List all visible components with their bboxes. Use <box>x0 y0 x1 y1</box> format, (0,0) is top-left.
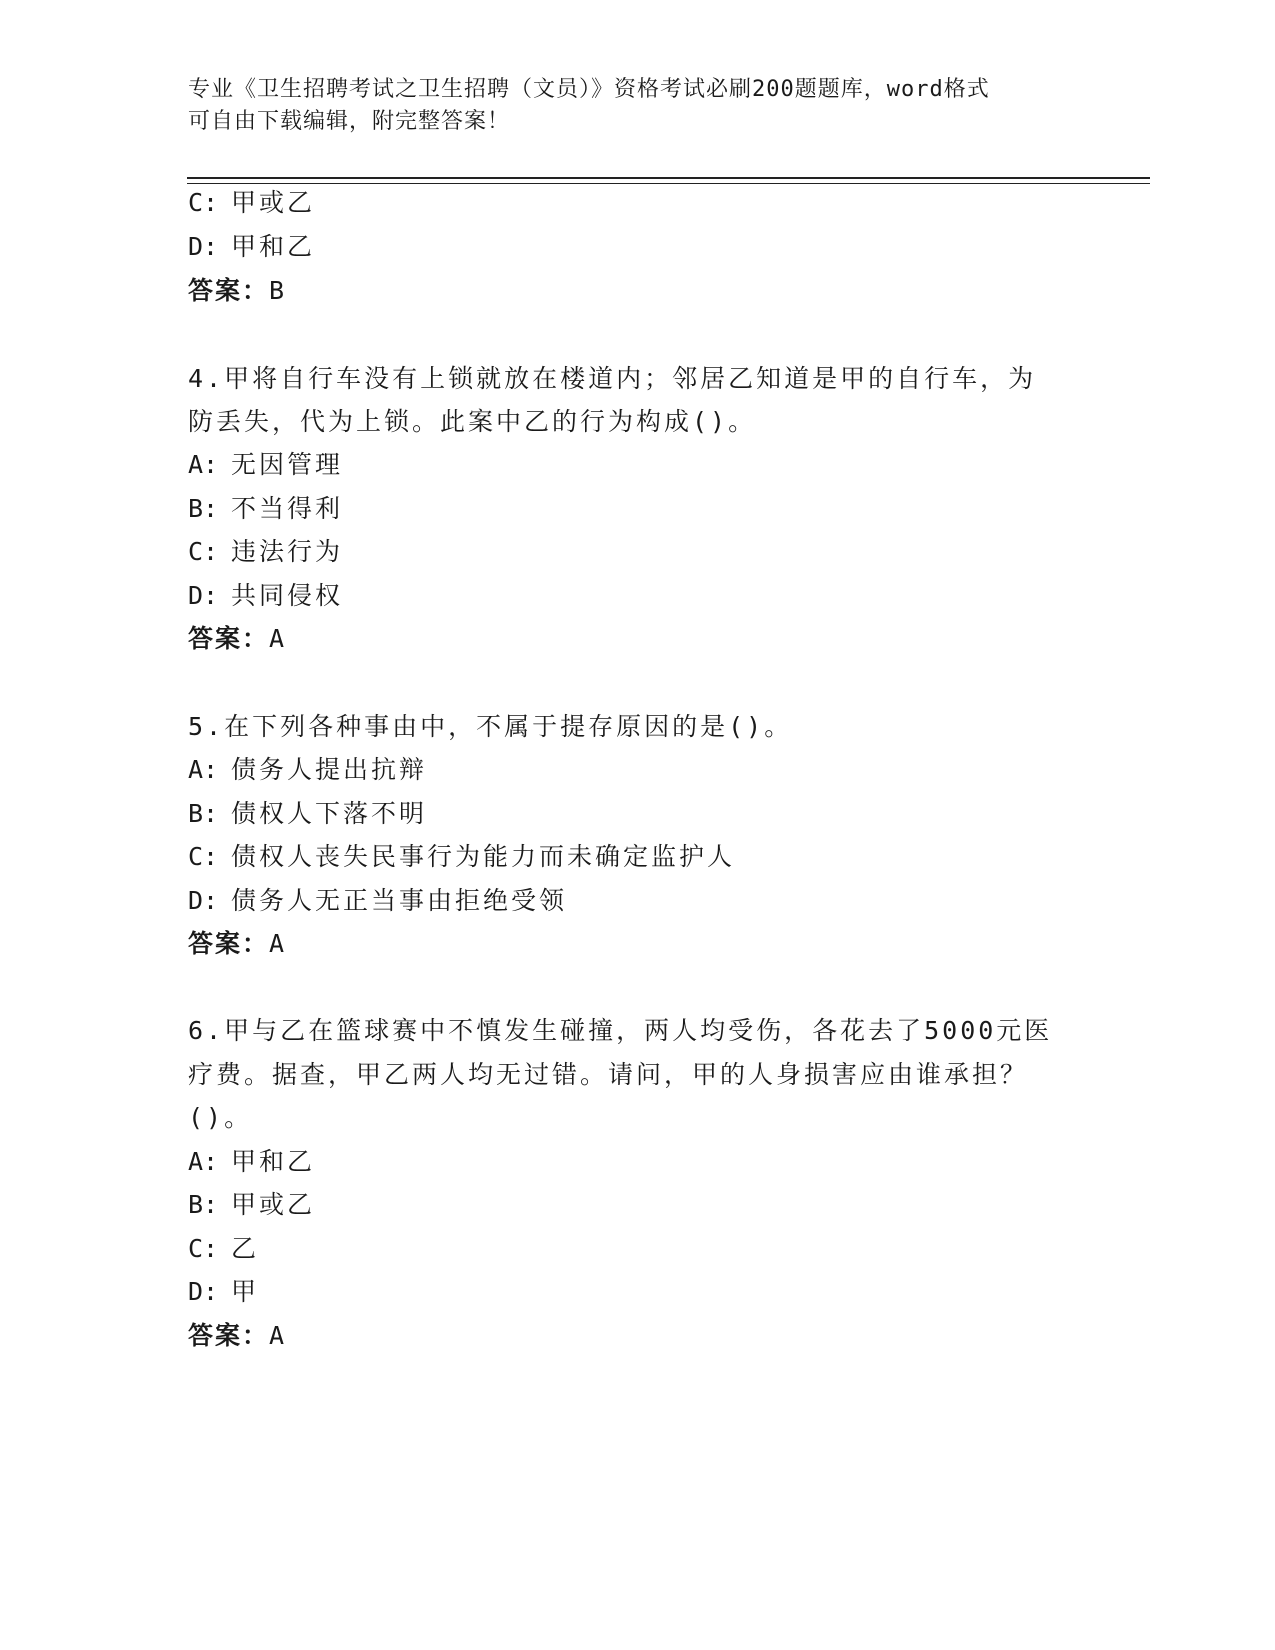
q5-option-d <box>188 884 567 918</box>
answer-value: A <box>269 624 287 653</box>
q6-stem-line-1: 6.甲与乙在篮球赛中不慎发生碰撞，两人均受伤，各花去了5000元医 <box>188 1016 1053 1045</box>
option-text: 甲和乙 <box>231 232 316 261</box>
option-text: 违法行为 <box>231 537 344 566</box>
q4-stem-line-2: 防丢失，代为上锁。此案中乙的行为构成()。 <box>188 407 757 436</box>
q4-option-d <box>188 579 343 613</box>
option-label: C: <box>188 842 219 871</box>
q6-answer <box>188 1319 286 1353</box>
option-text: 无因管理 <box>231 450 344 479</box>
q6-option-b <box>188 1188 315 1222</box>
q4-option-b <box>188 492 343 526</box>
q4-option-a <box>188 448 343 482</box>
q5-option-a <box>188 753 427 787</box>
option-text: 共同侵权 <box>231 581 344 610</box>
q4-answer <box>188 622 286 656</box>
header-divider-thin <box>187 183 1150 184</box>
q6-stem-line-3: ()。 <box>188 1103 253 1132</box>
q6-option-d <box>188 1275 259 1309</box>
option-text: 甲和乙 <box>231 1147 316 1176</box>
option-text: 甲 <box>231 1277 260 1306</box>
option-label: A: <box>188 1147 219 1176</box>
option-label: C: <box>188 188 219 217</box>
answer-label: 答案： <box>188 1321 270 1350</box>
q6-option-a <box>188 1145 315 1179</box>
option-label: A: <box>188 755 219 784</box>
option-text: 债务人提出抗辩 <box>231 755 428 784</box>
q4-stem-line-1: 4.甲将自行车没有上锁就放在楼道内；邻居乙知道是甲的自行车，为 <box>188 364 1037 393</box>
q3-option-c <box>188 186 315 220</box>
answer-label: 答案： <box>188 624 270 653</box>
header-line-1: 专业《卫生招聘考试之卫生招聘（文员）》资格考试必刷200题题库，word格式 <box>188 77 990 102</box>
q5-option-b <box>188 797 427 831</box>
option-text: 不当得利 <box>231 494 344 523</box>
option-label: C: <box>188 537 219 566</box>
answer-value: A <box>269 929 287 958</box>
option-label: D: <box>188 1277 219 1306</box>
option-label: D: <box>188 581 219 610</box>
option-text: 债务人无正当事由拒绝受领 <box>231 886 568 915</box>
option-label: B: <box>188 1190 219 1219</box>
q3-answer <box>188 274 286 308</box>
q4-option-c <box>188 535 343 569</box>
header-line-2: 可自由下载编辑，附完整答案！ <box>188 109 511 134</box>
answer-value: A <box>269 1321 287 1350</box>
header-divider <box>187 177 1150 179</box>
option-label: B: <box>188 799 219 828</box>
option-label: B: <box>188 494 219 523</box>
q5-stem-line-1: 5.在下列各种事由中，不属于提存原因的是()。 <box>188 712 793 741</box>
option-text: 乙 <box>231 1234 260 1263</box>
option-label: D: <box>188 886 219 915</box>
answer-label: 答案： <box>188 929 270 958</box>
option-text: 甲或乙 <box>231 188 316 217</box>
answer-label: 答案： <box>188 276 270 305</box>
option-label: C: <box>188 1234 219 1263</box>
q5-option-c <box>188 840 735 874</box>
q6-option-c <box>188 1232 259 1266</box>
option-text: 债权人下落不明 <box>231 799 428 828</box>
option-text: 债权人丧失民事行为能力而未确定监护人 <box>231 842 736 871</box>
option-text: 甲或乙 <box>231 1190 316 1219</box>
q6-stem-line-2: 疗费。据查，甲乙两人均无过错。请问，甲的人身损害应由谁承担？ <box>188 1060 1029 1089</box>
q3-option-d <box>188 230 315 264</box>
q5-answer <box>188 927 286 961</box>
document-header <box>188 74 1068 138</box>
answer-value: B <box>269 276 287 305</box>
option-label: A: <box>188 450 219 479</box>
option-label: D: <box>188 232 219 261</box>
